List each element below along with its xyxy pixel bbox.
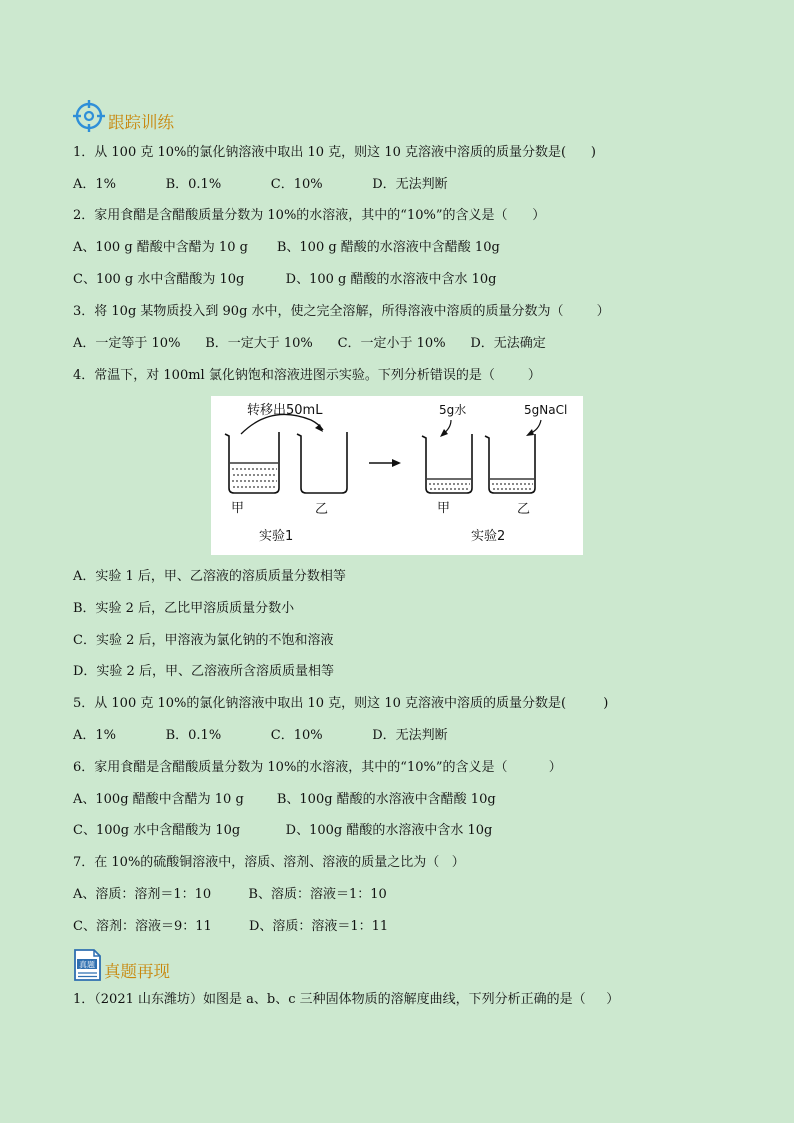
question-6-options-ab: A、100g 醋酸中含醋为 10 g B、100g 醋酸的水溶液中含醋酸 10g — [73, 792, 496, 807]
question-4-option-a: A．实验 1 后，甲、乙溶液的溶质质量分数相等 — [73, 569, 346, 584]
question-5-options: A．1% B．0.1% C．10% D．无法判断 — [73, 728, 448, 743]
question-4-option-d: D．实验 2 后，甲、乙溶液所含溶质质量相等 — [73, 664, 334, 679]
target-icon — [72, 99, 106, 133]
experiment-2-label: 实验2 — [471, 529, 506, 544]
experiment-figure — [211, 396, 583, 555]
question-4-option-c: C．实验 2 后，甲溶液为氯化钠的不饱和溶液 — [73, 633, 334, 648]
nacl-label: 5gNaCl — [524, 403, 568, 417]
question-5: 5．从 100 克 10%的氯化钠溶液中取出 10 克，则这 10 克溶液中溶质的质量分数是( ) — [73, 696, 609, 711]
beaker-jia-exp2 — [422, 434, 472, 493]
beaker-label-yi-1: 乙 — [315, 502, 329, 517]
beaker-yi-exp1 — [297, 432, 347, 493]
question-2-options-ab: A、100 g 醋酸中含醋为 10 g B、100 g 醋酸的水溶液中含醋酸 10g — [73, 240, 500, 255]
practice-section-header — [72, 97, 174, 133]
question-2: 2．家用食醋是含醋酸质量分数为 10%的水溶液，其中的“10%”的含义是（ ） — [73, 208, 546, 223]
question-6-options-cd: C、100g 水中含醋酸为 10g D、100g 醋酸的水溶液中含水 10g — [73, 823, 493, 838]
question-3-options: A．一定等于 10% B．一定大于 10% C．一定小于 10% D．无法确定 — [73, 336, 546, 351]
question-6: 6．家用食醋是含醋酸质量分数为 10%的水溶液，其中的“10%”的含义是（ ） — [73, 760, 562, 775]
document-icon-label: 真题 — [79, 960, 95, 970]
practice-section-title: 跟踪训练 — [108, 113, 174, 132]
question-7-options-cd: C、溶剂：溶液＝9：11 D、溶质：溶液＝1：11 — [73, 919, 389, 934]
experiment-1-label: 实验1 — [259, 529, 294, 544]
transfer-label: 转移出50mL — [247, 403, 323, 418]
question-2-options-cd: C、100 g 水中含醋酸为 10g D、100 g 醋酸的水溶液中含水 10g — [73, 272, 497, 287]
document-icon — [72, 948, 102, 982]
question-4-option-b: B．实验 2 后，乙比甲溶质质量分数小 — [73, 601, 295, 616]
question-3: 3．将 10g 某物质投入到 90g 水中，使之完全溶解，所得溶液中溶质的质量分数为（ ） — [73, 304, 610, 319]
question-7: 7．在 10%的硫酸铜溶液中，溶质、溶剂、溶液的质量之比为（ ） — [73, 855, 465, 870]
question-7-options-ab: A、溶质：溶剂＝1：10 B、溶质：溶液＝1：10 — [73, 887, 387, 902]
beaker-yi-exp2 — [485, 434, 535, 493]
water-label: 5g水 — [439, 403, 467, 417]
question-4: 4．常温下，对 100ml 氯化钠饱和溶液进图示实验。下列分析错误的是（ ） — [73, 368, 541, 383]
exam-section-header — [72, 946, 170, 982]
beaker-jia-exp1 — [225, 432, 279, 493]
question-1-options: A．1% B．0.1% C．10% D．无法判断 — [73, 177, 448, 192]
beaker-label-jia-1: 甲 — [231, 501, 245, 516]
exam-section-title: 真题再现 — [104, 962, 170, 981]
question-1: 1．从 100 克 10%的氯化钠溶液中取出 10 克，则这 10 克溶液中溶质的质量分数是( ) — [73, 145, 596, 160]
exam-question-1: 1．（2021 山东潍坊）如图是 a、b、c 三种固体物质的溶解度曲线，下列分析正确的是（ ） — [73, 992, 620, 1007]
beaker-label-yi-2: 乙 — [517, 502, 531, 517]
beaker-label-jia-2: 甲 — [437, 501, 451, 516]
